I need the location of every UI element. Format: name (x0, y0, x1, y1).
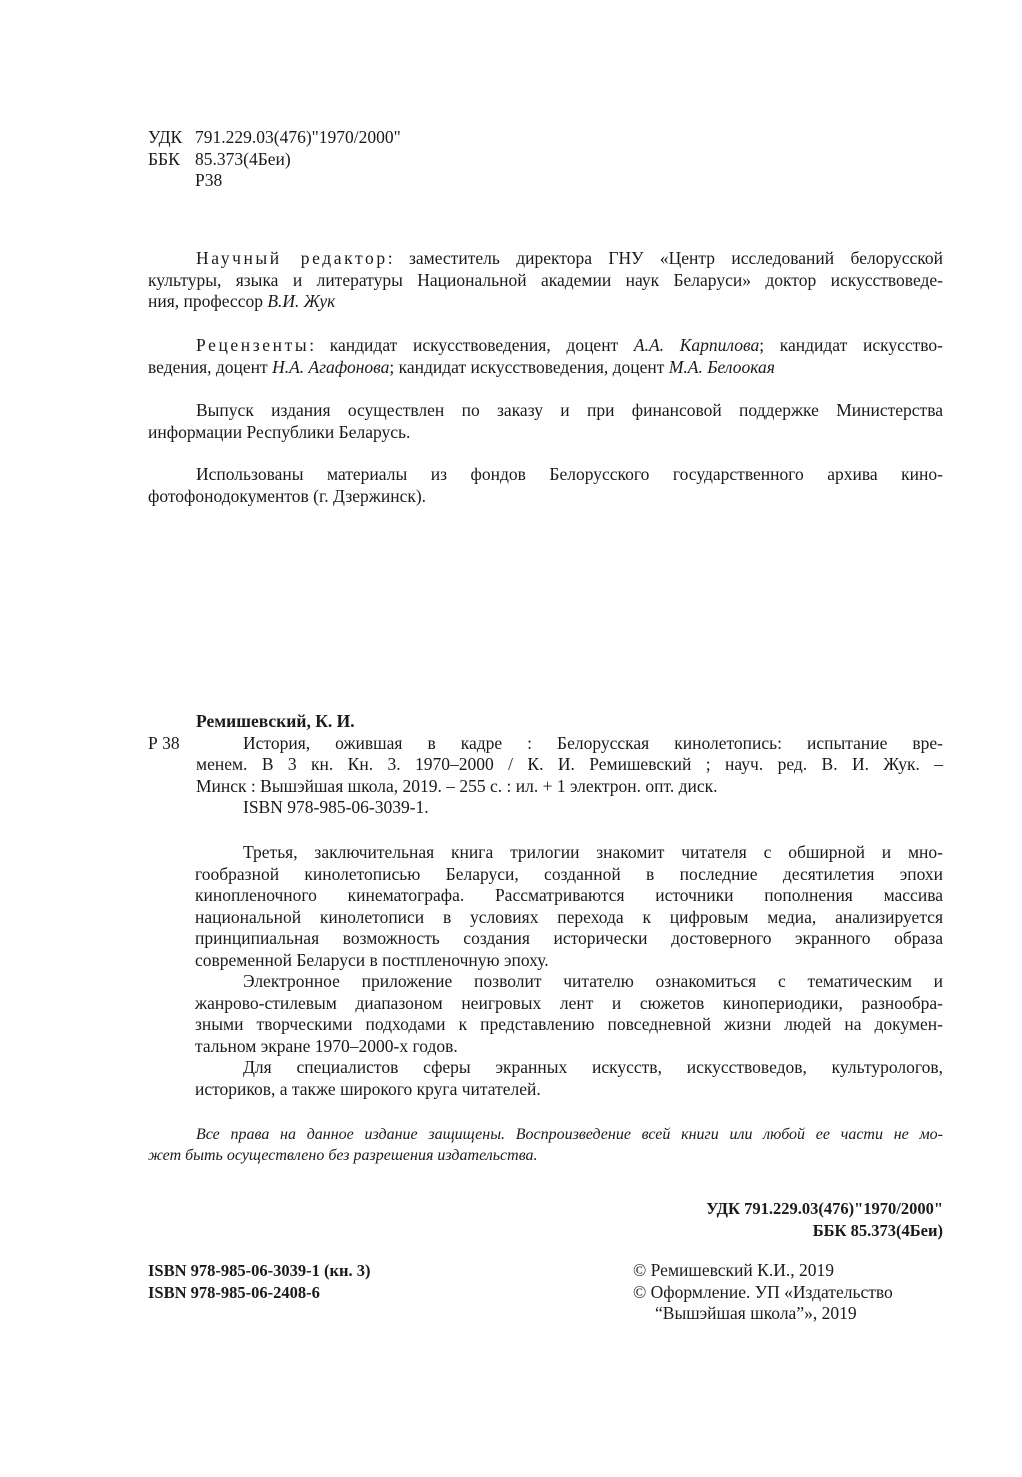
archive-paragraph (148, 464, 943, 507)
footer-bbk: ББК 85.373(4Беи) (812, 1220, 943, 1240)
bbk-label: ББК (148, 148, 180, 169)
copyright-author: © Ремишевский К.И., 2019 (633, 1260, 834, 1280)
catalog-shelf-mark: Р 38 (148, 732, 180, 753)
author-mark: Р38 (195, 170, 223, 190)
funding-line-2: информации Республики Беларусь. (148, 421, 411, 442)
archive-line-2: фотофонодокументов (г. Дзержинск). (148, 485, 427, 506)
funding-line-1: Выпуск издания осуществлен по заказу и при финансовой поддержке Министерства (196, 400, 943, 420)
catalog-author-heading: Ремишевский, К. И. (196, 711, 355, 731)
udk-row (148, 127, 548, 149)
copyright-publisher: “Вышэйшая школа”», 2019 (655, 1303, 857, 1323)
rights-line-2: жет быть осуществлено без разрешения издательства. (148, 1147, 538, 1164)
abstract-paragraph-3 (195, 1057, 943, 1100)
bbk-row (148, 149, 548, 171)
isbn-block (148, 1260, 548, 1303)
reviewers-line-2: ведения, доцент Н.А. Агафонова; кандидат искусствоведения, доцент М.А. Белоокая (148, 356, 775, 377)
reviewer-name-1: А.А. Карпилова (633, 335, 760, 355)
footer-classification (540, 1198, 943, 1241)
bbk-value: 85.373(4Беи) (195, 148, 291, 169)
footer-udk: УДК 791.229.03(476)"1970/2000" (706, 1199, 943, 1218)
editor-name: В.И. Жук (267, 291, 336, 311)
reviewers-line-1: Рецензенты: кандидат искусствоведения, доцент А.А. Карпилова; кандидат искусство- (196, 335, 944, 355)
copyright-design: © Оформление. УП «Издательство (633, 1281, 893, 1302)
abstract-p2-line: тальном экране 1970–2000-х годов. (195, 1035, 458, 1056)
udk-label: УДК (148, 127, 183, 147)
abstract-p1-line: современной Беларуси в постпленочную эпоху. (195, 949, 549, 970)
reviewers-paragraph (148, 335, 943, 378)
abstract-p2-line: Электронное приложение позволит читателю ознакомиться с тематическим и (243, 971, 943, 991)
editor-line-1: Научный редактор: заместитель директора ГНУ «Центр исследований белорусской (196, 248, 943, 268)
author-mark-row (148, 170, 548, 192)
copyright-block (633, 1260, 953, 1325)
catalog-title-line-3: Минск : Вышэйшая школа, 2019. – 255 с. : ил. + 1 электрон. опт. диск. (196, 775, 718, 796)
abstract-p2-line: зными творческими подходами к представлению повседневной жизни людей на докумен- (195, 1014, 943, 1034)
abstract-p1-line: национальной кинолетописи в условиях перехода к цифровым медиа, анализируется (195, 906, 943, 927)
abstract-p1-line: Третья, заключительная книга трилогии знакомит читателя с обширной и мно- (243, 842, 943, 862)
abstract-p3-line: Для специалистов сферы экранных искусств, искусствоведов, культурологов, (243, 1057, 943, 1077)
reviewers-label: Рецензенты (196, 335, 310, 355)
abstract-p1-line: принципиальная возможность создания исторически достоверного экранного образа (195, 928, 943, 948)
rights-line-1: Все права на данное издание защищены. Воспроизведение всей книги или любой ее части не мо- (196, 1126, 943, 1143)
catalog-isbn: ISBN 978-985-06-3039-1. (243, 797, 429, 817)
catalog-title-line-1: История, ожившая в кадре : Белорусская кинолетопись: испытание вре- (243, 732, 943, 753)
abstract (195, 842, 943, 1100)
catalog-card (148, 711, 943, 819)
reviewer-name-2: Н.А. Агафонова (272, 356, 390, 377)
reviewer-name-3: М.А. Белоокая (668, 356, 775, 377)
abstract-paragraph-1 (195, 842, 943, 971)
funding-paragraph (148, 400, 943, 443)
editor-line-3: ния, профессор В.И. Жук (148, 291, 336, 311)
isbn-set: ISBN 978-985-06-2408-6 (148, 1282, 320, 1302)
archive-line-1: Использованы материалы из фондов Белорусского государственного архива кино- (196, 464, 943, 484)
abstract-p1-line: гообразной кинолетописью Беларуси, созданной в последние десятилетия эпохи (195, 863, 943, 884)
abstract-paragraph-2 (195, 971, 943, 1057)
editor-paragraph (148, 248, 943, 313)
abstract-p2-line: жанрово-стилевым диапазоном неигровых лент и сюжетов кинопериодики, разнообра- (195, 992, 943, 1013)
abstract-p1-line: кинопленочного кинематографа. Рассматриваются источники пополнения массива (195, 885, 943, 905)
abstract-p3-line: историков, а также широкого круга читателей. (195, 1078, 541, 1099)
isbn-book: ISBN 978-985-06-3039-1 (кн. 3) (148, 1261, 371, 1280)
catalog-title-line-2: менем. В 3 кн. Кн. 3. 1970–2000 / К. И. Ремишевский ; науч. ред. В. И. Жук. – (196, 754, 943, 774)
editor-label: Научный редактор (196, 248, 388, 268)
rights-notice (148, 1124, 943, 1166)
udk-value: 791.229.03(476)"1970/2000" (195, 127, 401, 147)
editor-line-2: культуры, языка и литературы Национальной академии наук Беларуси» доктор искусствоведе- (148, 269, 943, 290)
classification-header (148, 127, 548, 192)
